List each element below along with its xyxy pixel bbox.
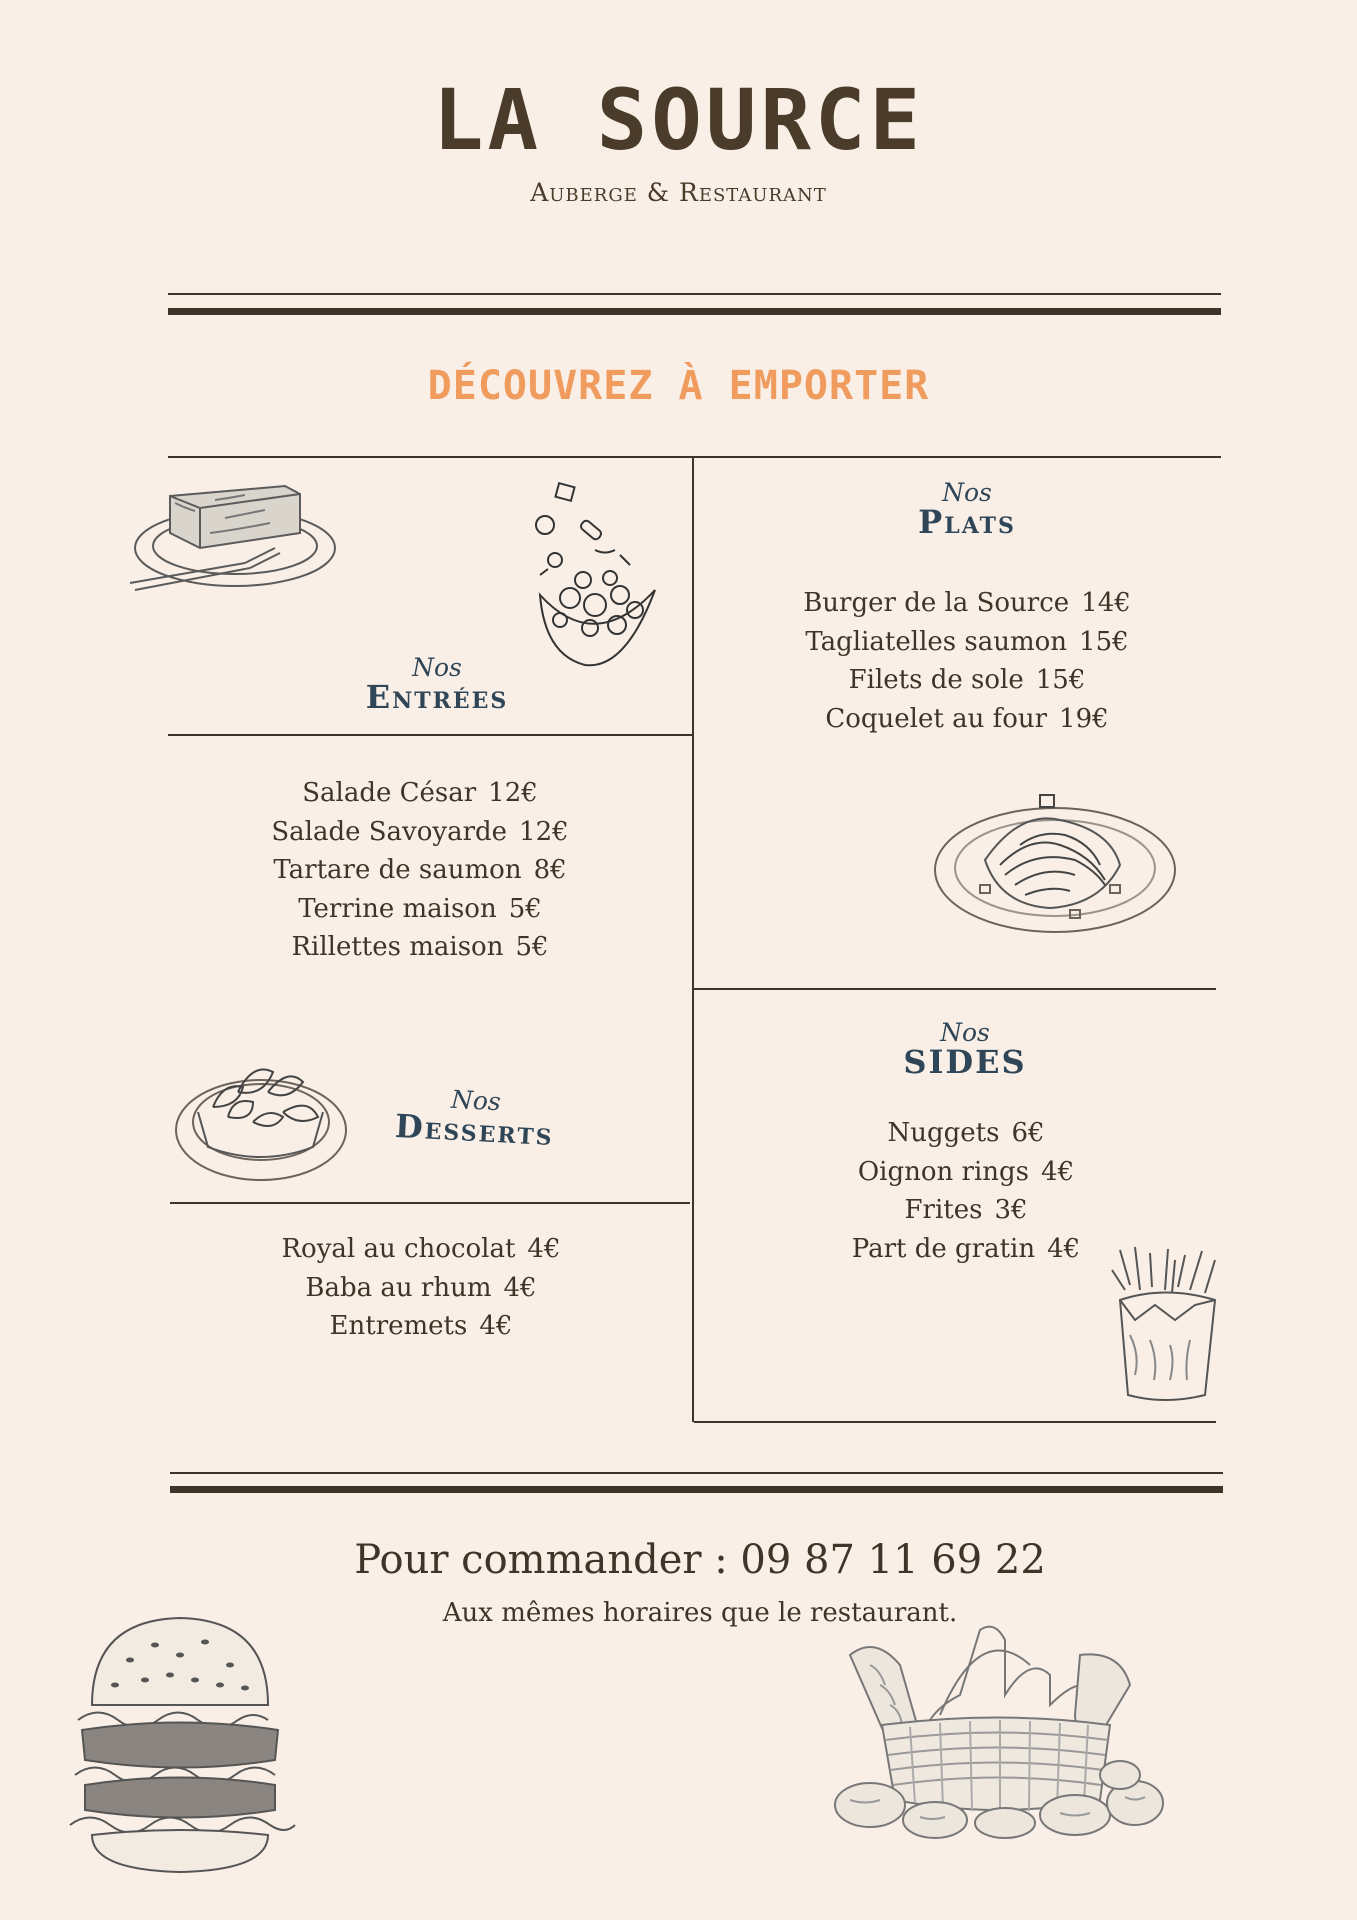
- desserts-list: [221, 1230, 621, 1346]
- menu-item-name: Burger de la Source: [803, 588, 1070, 618]
- plats-list: [767, 584, 1167, 738]
- grid-line-sides: [694, 1421, 1216, 1423]
- menu-item-price: 5€: [515, 932, 549, 962]
- menu-item-name: Tagliatelles saumon: [805, 626, 1068, 657]
- sides-heading-nos: Nos: [940, 1018, 990, 1047]
- order-hours-note: Aux mêmes horaires que le restaurant.: [442, 1598, 958, 1628]
- entrees-heading-nos: Nos: [412, 653, 462, 682]
- desserts-heading-nos: Nos: [450, 1084, 502, 1117]
- menu-item-name: Coquelet au four: [825, 703, 1048, 734]
- menu-item-name: Tartare de saumon: [273, 855, 522, 885]
- restaurant-tagline: Auberge & Restaurant: [530, 178, 827, 207]
- menu-item-price: 5€: [508, 893, 542, 924]
- menu-item: [220, 890, 620, 929]
- menu-item-name: Oignon rings: [857, 1156, 1030, 1187]
- menu-item-name: Part de gratin: [851, 1233, 1036, 1264]
- sides-heading: [865, 1020, 1065, 1080]
- grid-line-entrees: [168, 734, 692, 736]
- restaurant-name: LA SOURCE: [432, 71, 925, 169]
- menu-item-price: 4€: [479, 1311, 513, 1341]
- menu-item: [220, 774, 620, 813]
- menu-item-price: 4€: [527, 1234, 561, 1264]
- sides-heading-name: SIDES: [903, 1043, 1027, 1081]
- menu-item: [767, 584, 1167, 623]
- menu-item: [767, 623, 1167, 662]
- quiche-icon: [125, 478, 340, 603]
- header-divider-thin: [168, 293, 1221, 295]
- menu-item-name: Frites: [904, 1195, 983, 1225]
- menu-item-price: 4€: [503, 1272, 537, 1303]
- grid-line-vertical: [692, 458, 694, 1422]
- menu-item-price: 6€: [1011, 1118, 1045, 1148]
- salad-bowl-icon: [525, 480, 670, 670]
- footer-divider-thick: [170, 1486, 1223, 1493]
- menu-item-name: Baba au rhum: [305, 1272, 492, 1303]
- menu-item-price: 12€: [488, 778, 538, 808]
- menu-item-price: 15€: [1079, 626, 1129, 657]
- menu-item-name: Rillettes maison: [291, 932, 504, 962]
- menu-item: [221, 1230, 621, 1269]
- menu-item: [220, 851, 620, 890]
- menu-item-name: Royal au chocolat: [281, 1234, 516, 1264]
- menu-item: [767, 700, 1167, 739]
- tart-icon: [173, 1052, 348, 1187]
- header-divider-thick: [168, 308, 1221, 315]
- menu-item: [221, 1269, 621, 1308]
- plats-heading-name: Plats: [918, 503, 1016, 541]
- footer-divider-thin: [170, 1472, 1223, 1474]
- sides-list: [766, 1114, 1166, 1268]
- menu-item-name: Terrine maison: [298, 893, 497, 924]
- desserts-heading: [369, 1083, 582, 1154]
- menu-item: [766, 1114, 1166, 1153]
- menu-item-price: 12€: [519, 816, 569, 847]
- bread-basket-icon: [830, 1625, 1165, 1840]
- menu-item-name: Entremets: [329, 1311, 468, 1341]
- menu-item-price: 14€: [1081, 588, 1131, 618]
- entrees-heading: [337, 655, 537, 715]
- menu-item-price: 15€: [1035, 665, 1086, 695]
- menu-item-price: 8€: [533, 855, 567, 885]
- menu-item: [767, 661, 1167, 700]
- menu-item-name: Salade Savoyarde: [271, 816, 508, 847]
- plats-heading: [867, 480, 1067, 540]
- plats-heading-nos: Nos: [942, 478, 992, 507]
- entrees-heading-name: Entrées: [365, 678, 509, 716]
- takeaway-heading: DÉCOUVREZ À EMPORTER: [427, 363, 930, 409]
- grid-line-plats: [694, 988, 1216, 990]
- entrees-list: [220, 774, 620, 967]
- menu-item: [220, 813, 620, 852]
- menu-item: [766, 1191, 1166, 1230]
- menu-item-price: 4€: [1041, 1156, 1075, 1187]
- menu-item-price: 4€: [1047, 1233, 1081, 1264]
- grid-line-top: [168, 456, 1221, 458]
- order-phone: Pour commander : 09 87 11 69 22: [354, 1537, 1046, 1583]
- menu-item: [766, 1230, 1166, 1269]
- menu-item-name: Salade César: [302, 778, 477, 808]
- menu-item: [766, 1153, 1166, 1192]
- menu-item-price: 19€: [1059, 703, 1109, 734]
- menu-item-name: Nuggets: [887, 1118, 1000, 1148]
- desserts-heading-name: Desserts: [394, 1106, 555, 1154]
- menu-item-price: 3€: [994, 1195, 1028, 1225]
- pasta-plate-icon: [930, 790, 1180, 940]
- menu-item: [221, 1307, 621, 1346]
- menu-item-name: Filets de sole: [848, 665, 1024, 695]
- menu-item: [220, 928, 620, 967]
- burger-icon: [70, 1610, 290, 1875]
- fries-icon: [1110, 1245, 1225, 1405]
- grid-line-desserts: [170, 1202, 690, 1204]
